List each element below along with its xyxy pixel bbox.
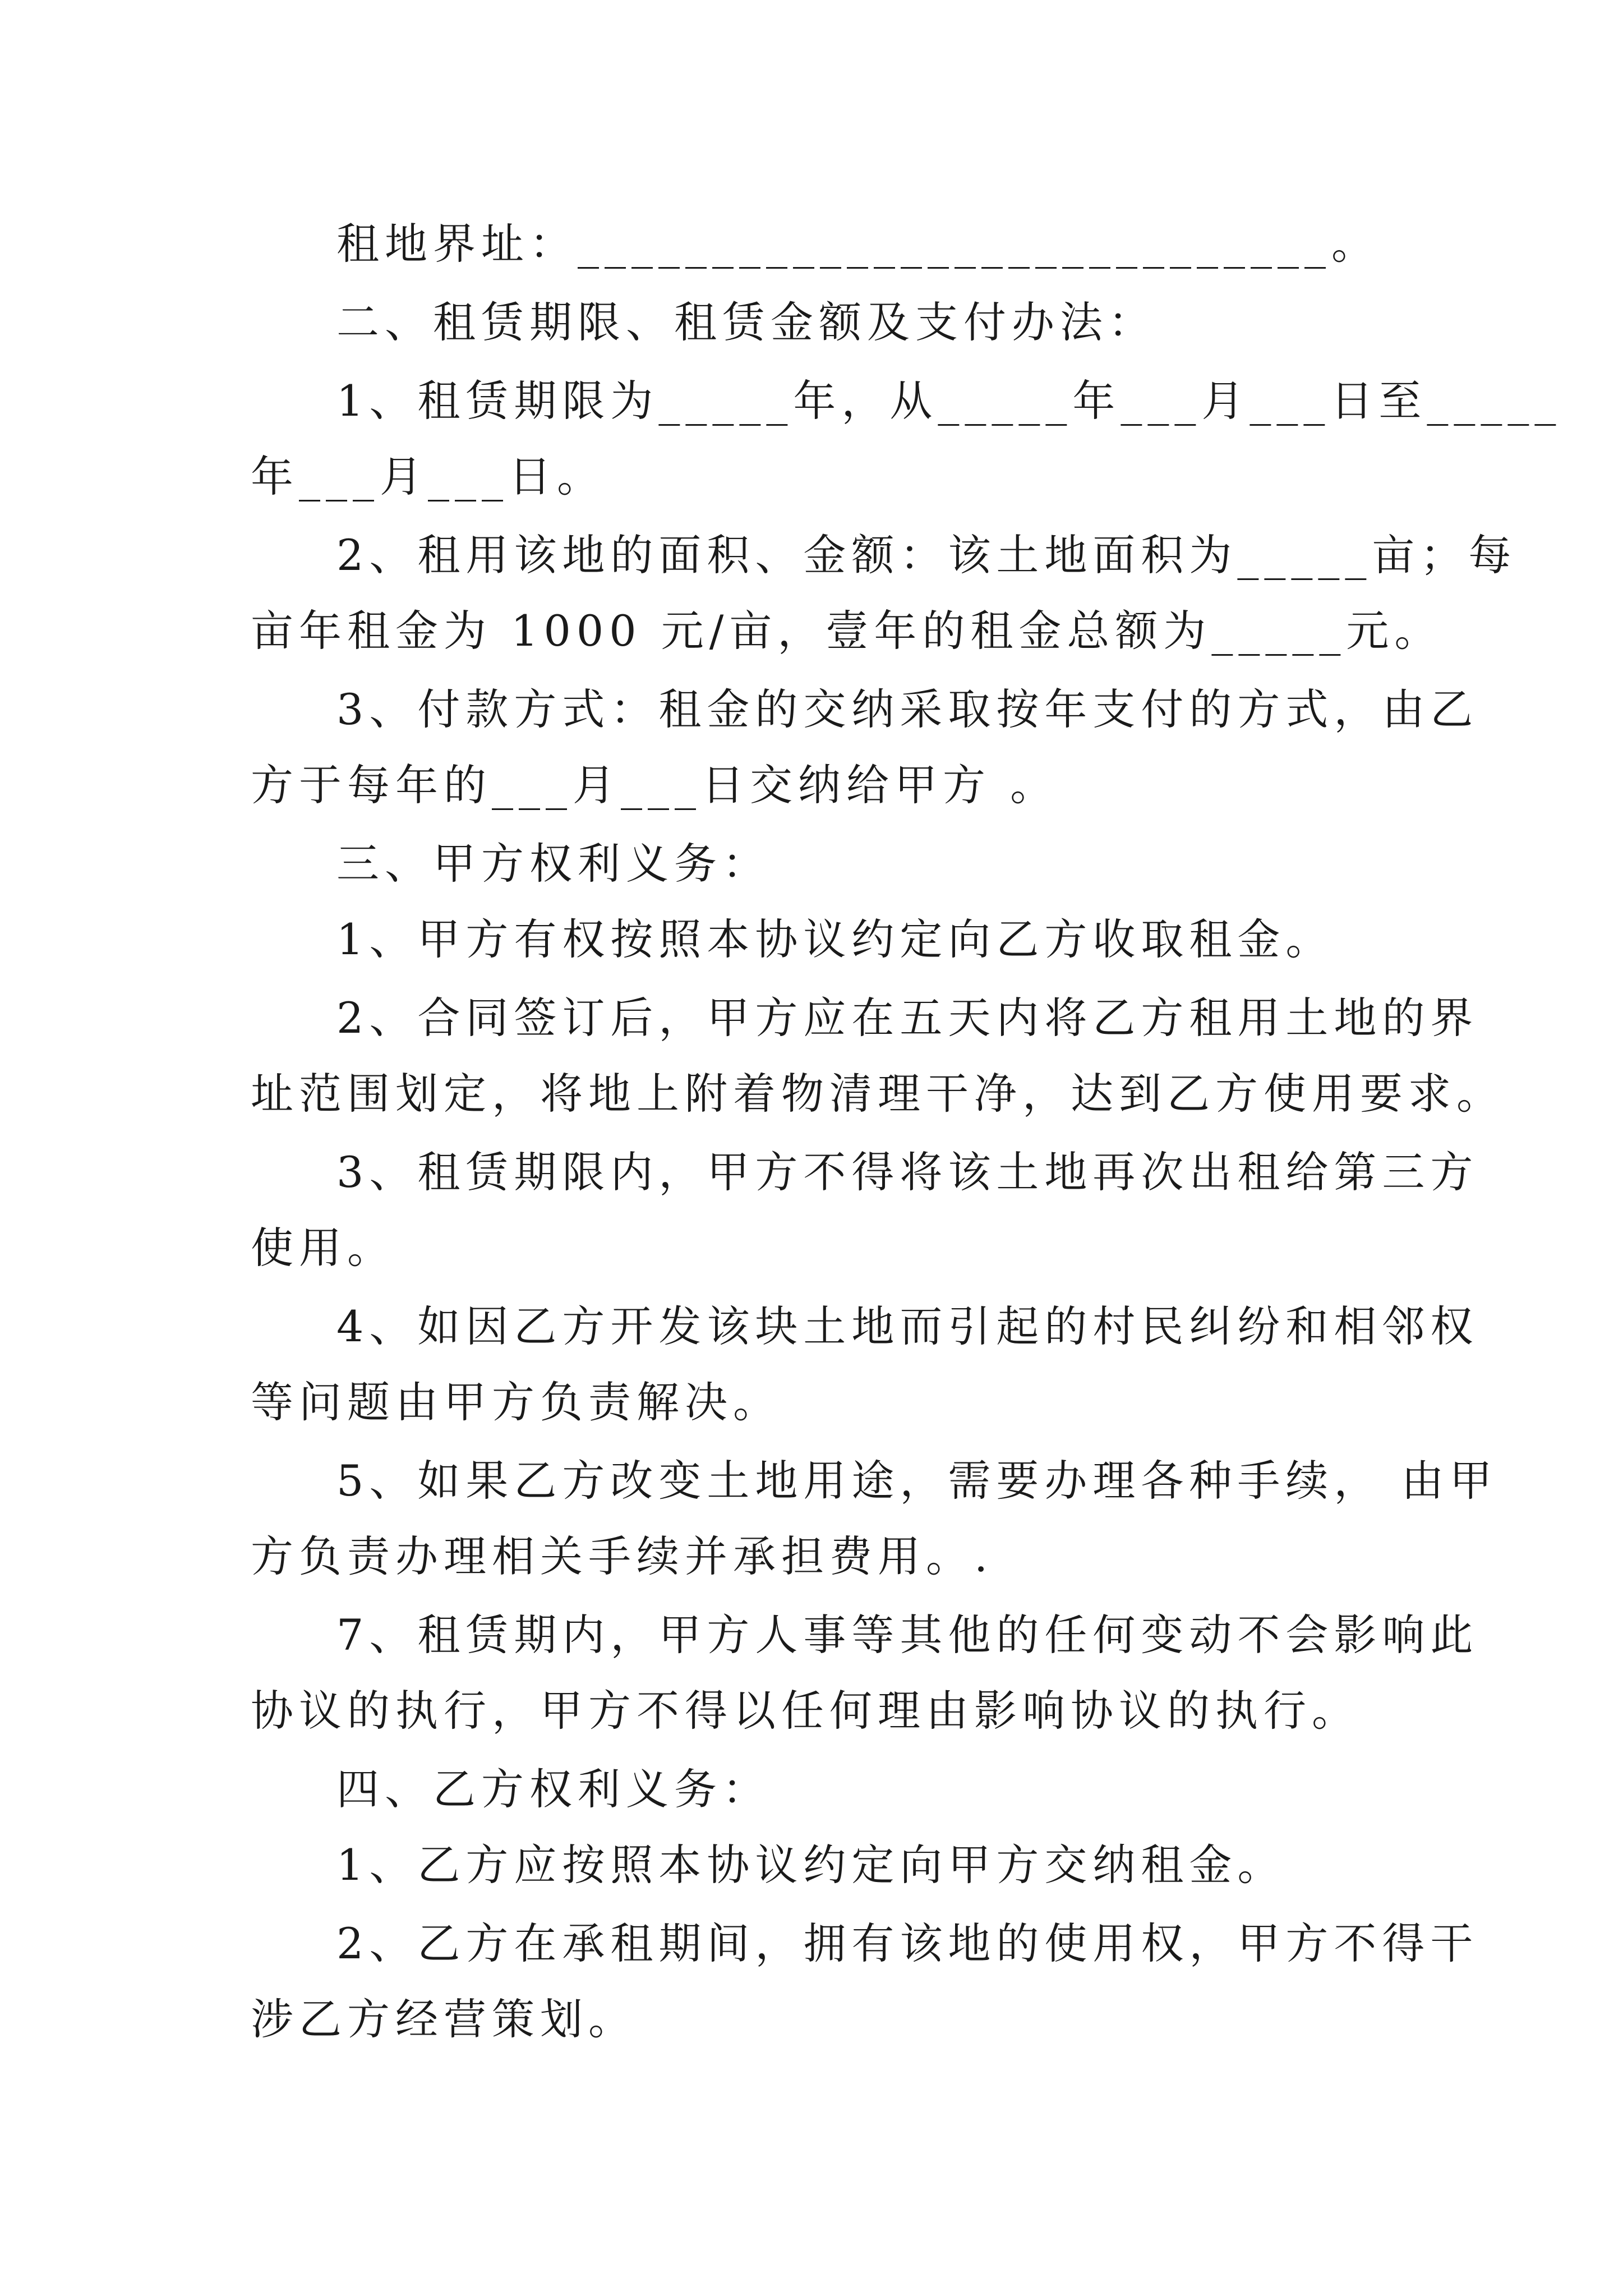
text-line: 方于每年的___月___日交纳给甲方 。: [251, 760, 1059, 810]
text-line: 1、租赁期限为_____年，从_____年___月___日至_____: [336, 376, 1562, 426]
text-line: 3、租赁期限内，甲方不得将该土地再次出租给第三方: [336, 1147, 1479, 1197]
text-line: 等问题由甲方负责解决。: [251, 1377, 781, 1427]
section-heading: 三、甲方权利义务：: [336, 839, 771, 889]
text-line: 使用。: [251, 1223, 395, 1273]
text-line: 7、租赁期内，甲方人事等其他的任何变动不会影响此: [336, 1610, 1479, 1660]
text-line: 4、如因乙方开发该块土地而引起的村民纠纷和相邻权: [336, 1301, 1479, 1351]
text-line: 3、付款方式：租金的交纳采取按年支付的方式，由乙: [336, 684, 1479, 734]
section-heading: 二、租赁期限、租赁金额及支付办法：: [336, 297, 1156, 347]
text-line: 协议的执行，甲方不得以任何理由影响协议的执行。: [251, 1686, 1360, 1736]
text-line: 1、乙方应按照本协议约定向甲方交纳租金。: [336, 1840, 1286, 1890]
text-line: 2、合同签订后，甲方应在五天内将乙方租用土地的界: [336, 993, 1479, 1043]
text-line: 1、甲方有权按照本协议约定向乙方收取租金。: [336, 914, 1334, 964]
text-line: 亩年租金为 1000 元/亩，壹年的租金总额为_____元。: [251, 606, 1443, 656]
section-heading: 四、乙方权利义务：: [336, 1764, 771, 1814]
text-line: 址范围划定，将地上附着物清理干净，达到乙方使用要求。: [251, 1069, 1505, 1119]
text-line: 2、乙方在承租期间，拥有该地的使用权，甲方不得干: [336, 1918, 1479, 1968]
text-line: 租地界址：____________________________。: [336, 219, 1380, 269]
text-line: 年___月___日。: [251, 452, 605, 501]
text-line: 涉乙方经营策划。: [251, 1994, 637, 2044]
text-line: 5、如果乙方改变土地用途，需要办理各种手续， 由甲: [336, 1456, 1498, 1506]
text-line: 2、租用该地的面积、金额：该土地面积为_____亩；每: [336, 530, 1517, 580]
text-line: 方负责办理相关手续并承担费用。.: [251, 1531, 994, 1581]
